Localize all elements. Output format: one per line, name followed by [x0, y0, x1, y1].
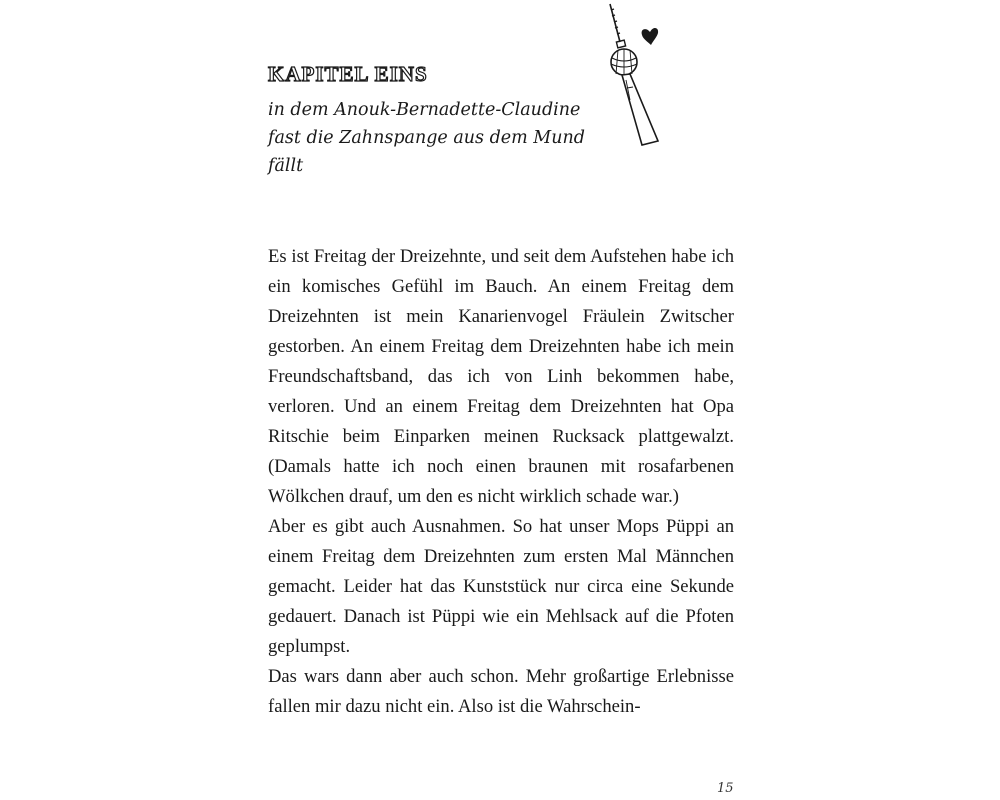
paragraph-3: Das wars dann aber auch schon. Mehr großartige Erlebnisse fallen mir dazu nicht ein. Also ist die Wahrschein- — [268, 666, 734, 717]
body-text — [268, 242, 734, 722]
page-number: 15 — [717, 781, 734, 796]
paragraph-2: Aber es gibt auch Ausnahmen. So hat unser Mops Püppi an einem Freitag dem Dreizehnten zum ersten Mal Männchen gemacht. Leider hat das Kunststück nur circa eine Sekunde gedauert. Danach ist Püppi wie ein Mehlsack auf die Pfoten geplumpst. — [268, 516, 734, 657]
chapter-subtitle: in dem Anouk-Bernadette-Claudine fast die Zahnspange aus dem Mund fällt — [268, 100, 585, 176]
tower-shaft — [622, 74, 658, 145]
heart-icon — [642, 28, 659, 45]
paragraph-1: Es ist Freitag der Dreizehnte, und seit dem Aufstehen habe ich ein komisches Gefühl im Bauch. An einem Freitag dem Dreizehnten ist mein Kanarienvogel Fräulein Zwitscher gestorben. An einem Freitag dem Dreizehnten habe ich mein Freundschaftsband, das ich von Linh bekommen habe, verloren. Und an einem Freitag dem Dreizehnten hat Opa Ritschie beim Einparken meinen Rucksack plattgewalzt. (Damals hatte ich noch einen braunen mit rosafarbenen Wölkchen drauf, um den es nicht wirklich schade war.) — [268, 246, 734, 507]
tv-tower-illustration — [600, 2, 670, 152]
chapter-label: KAPITEL EINS — [268, 62, 428, 86]
